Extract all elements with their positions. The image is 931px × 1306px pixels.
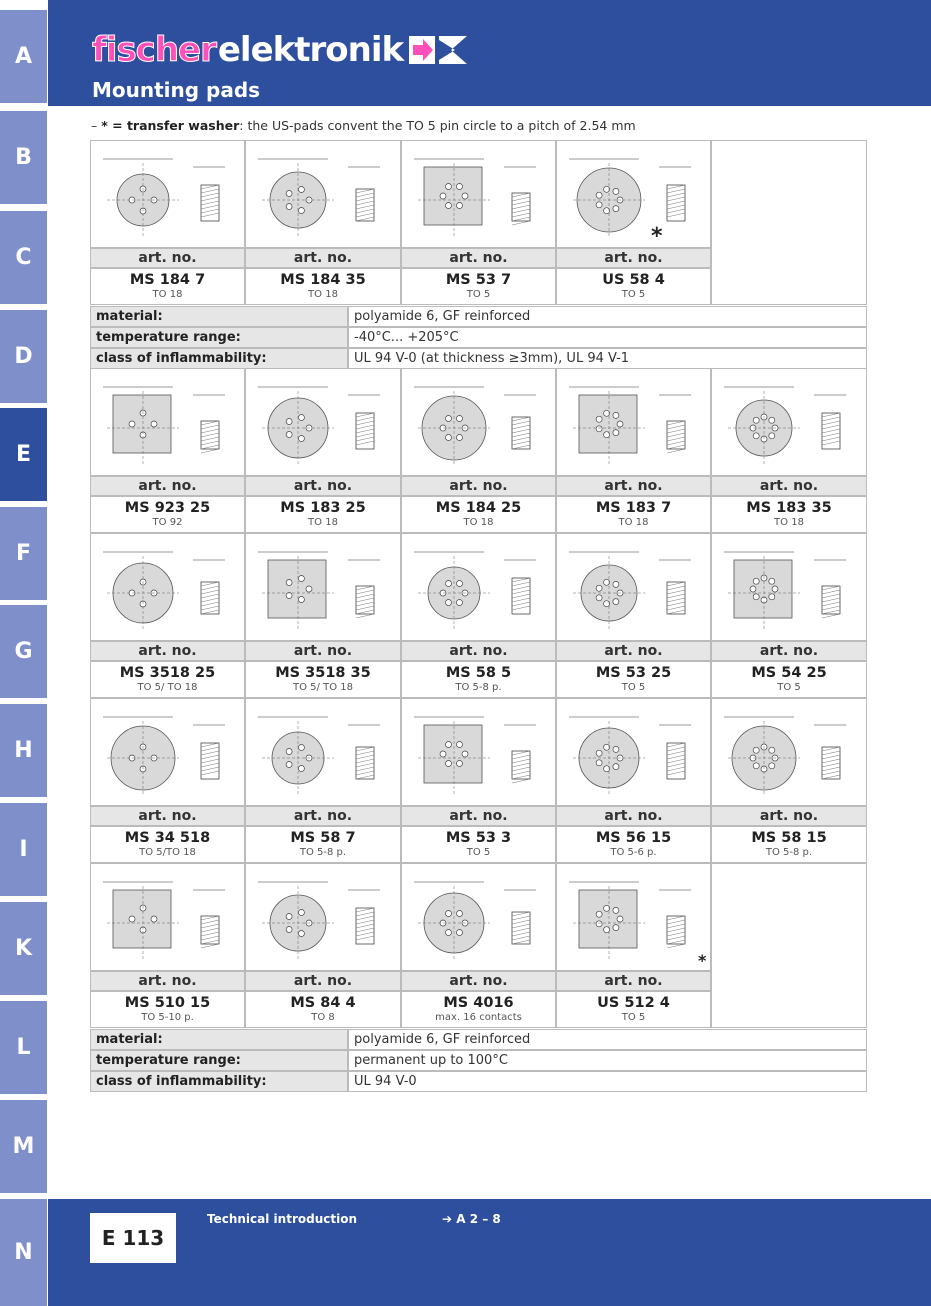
product-number: MS 183 25	[280, 500, 366, 516]
product-number-cell	[245, 826, 401, 863]
product-number: MS 184 25	[435, 500, 522, 516]
technical-drawing-icon	[248, 868, 398, 968]
product-drawing	[245, 140, 401, 248]
product-drawing	[556, 533, 711, 641]
product-number-cell	[90, 991, 245, 1028]
product-number: MS 56 15	[595, 830, 672, 846]
art-no-label: art. no.	[711, 641, 867, 661]
note-prefix: –	[91, 118, 102, 133]
property-key: temperature range:	[90, 1050, 348, 1071]
property-row	[90, 348, 867, 369]
product-number: MS 53 25	[595, 665, 672, 681]
art-no-label: art. no.	[245, 806, 401, 826]
product-number-cell	[90, 661, 245, 698]
art-no-label: art. no.	[556, 641, 711, 661]
product-number: US 512 4	[597, 995, 670, 1011]
property-key: temperature range:	[90, 327, 348, 348]
technical-drawing-icon	[248, 373, 398, 473]
product-number-cell	[401, 991, 556, 1028]
product-drawing	[401, 698, 556, 806]
product-drawing	[711, 533, 867, 641]
property-value: polyamide 6, GF reinforced	[348, 1029, 867, 1050]
product-package: TO 5/ TO 18	[293, 682, 353, 693]
technical-drawing-icon	[404, 703, 554, 803]
sidebar-tab-g[interactable]: G	[0, 605, 47, 698]
product-package: TO 18	[463, 517, 494, 528]
sidebar-tab-i[interactable]: I	[0, 803, 47, 896]
technical-drawing-icon	[93, 703, 243, 803]
product-package: TO 5-6 p.	[610, 847, 657, 858]
property-row	[90, 1050, 867, 1071]
product-package: TO 5/ TO 18	[137, 682, 198, 693]
art-no-label: art. no.	[711, 476, 867, 496]
product-drawing	[245, 698, 401, 806]
product-number: MS 84 4	[290, 995, 356, 1011]
art-no-label: art. no.	[245, 248, 401, 268]
sidebar-tab-h[interactable]: H	[0, 704, 47, 797]
technical-drawing-icon	[559, 373, 709, 473]
product-drawing	[401, 863, 556, 971]
property-value: -40°C... +205°C	[348, 327, 867, 348]
product-number-cell	[556, 496, 711, 533]
product-package: TO 5	[466, 847, 491, 858]
product-number-cell	[90, 826, 245, 863]
product-package: TO 8	[311, 1012, 335, 1023]
property-value: UL 94 V-0 (at thickness ≥3mm), UL 94 V-1	[348, 348, 867, 369]
technical-drawing-icon	[248, 145, 398, 245]
product-number-cell	[401, 496, 556, 533]
sidebar-tab-m[interactable]: M	[0, 1100, 47, 1193]
technical-drawing-icon	[93, 868, 243, 968]
technical-drawing-icon	[714, 703, 864, 803]
product-number-cell	[556, 661, 711, 698]
product-package: TO 5-10 p.	[141, 1012, 194, 1023]
art-no-label: art. no.	[401, 971, 556, 991]
product-drawing	[401, 533, 556, 641]
product-drawing	[556, 863, 711, 971]
sidebar-tab-c[interactable]: C	[0, 211, 47, 304]
page-title: Mounting pads	[92, 78, 261, 102]
product-package: TO 18	[308, 517, 338, 528]
product-drawing	[90, 698, 245, 806]
art-no-label: art. no.	[556, 248, 711, 268]
product-number: MS 34 518	[124, 830, 211, 846]
property-value: permanent up to 100°C	[348, 1050, 867, 1071]
footer-ref: ➔ A 2 – 8	[442, 1212, 501, 1226]
property-row	[90, 1071, 867, 1092]
product-number: MS 58 5	[445, 665, 512, 681]
art-no-label: art. no.	[245, 641, 401, 661]
technical-drawing-icon	[248, 703, 398, 803]
product-number-cell	[556, 991, 711, 1028]
sidebar-tab-a[interactable]: A	[0, 10, 47, 103]
product-number-cell	[556, 826, 711, 863]
product-package: TO 92	[152, 517, 183, 528]
product-drawing	[90, 368, 245, 476]
product-number: MS 58 15	[751, 830, 827, 846]
note-text: : the US-pads convent the TO 5 pin circle to a pitch of 2.54 mm	[239, 118, 636, 133]
product-number-cell	[245, 661, 401, 698]
product-drawing	[90, 140, 245, 248]
art-no-label: art. no.	[90, 476, 245, 496]
product-package: TO 5-8 p.	[765, 847, 813, 858]
product-drawing	[245, 863, 401, 971]
product-package: TO 5	[621, 1012, 646, 1023]
product-number: MS 54 25	[751, 665, 827, 681]
art-no-label: art. no.	[556, 476, 711, 496]
product-package: TO 5	[777, 682, 801, 693]
sidebar-tab-d[interactable]: D	[0, 310, 47, 403]
property-row	[90, 1029, 867, 1050]
property-key: class of inflammability:	[90, 348, 348, 369]
art-no-label: art. no.	[556, 971, 711, 991]
product-drawing	[90, 863, 245, 971]
technical-drawing-icon	[404, 538, 554, 638]
technical-drawing-icon	[559, 538, 709, 638]
empty-cell	[711, 140, 867, 305]
product-number: MS 184 7	[129, 272, 206, 288]
product-number: MS 53 3	[445, 830, 512, 846]
product-number: MS 3518 25	[119, 665, 216, 681]
product-package: TO 5	[621, 682, 646, 693]
sidebar-tab-f[interactable]: F	[0, 507, 47, 600]
product-number: MS 3518 35	[275, 665, 371, 681]
art-no-label: art. no.	[401, 641, 556, 661]
art-no-label: art. no.	[90, 971, 245, 991]
product-package: TO 5/TO 18	[139, 847, 196, 858]
product-package: TO 18	[308, 289, 338, 300]
product-package: TO 5	[466, 289, 491, 300]
product-package: TO 18	[618, 517, 649, 528]
product-drawing	[556, 698, 711, 806]
product-number-cell	[401, 268, 556, 305]
technical-drawing-icon	[559, 868, 709, 968]
product-number-cell	[90, 496, 245, 533]
product-package: TO 18	[152, 289, 183, 300]
product-number-cell	[401, 826, 556, 863]
product-package: TO 5-8 p.	[299, 847, 347, 858]
property-value: UL 94 V-0	[348, 1071, 867, 1092]
technical-drawing-icon	[404, 868, 554, 968]
product-drawing	[401, 368, 556, 476]
sidebar	[0, 0, 48, 1306]
brand-part1: fischer	[92, 30, 216, 70]
product-number: MS 4016	[443, 995, 514, 1011]
property-value: polyamide 6, GF reinforced	[348, 306, 867, 327]
property-key: material:	[90, 306, 348, 327]
product-number-cell	[401, 661, 556, 698]
product-number-cell	[711, 661, 867, 698]
product-number-cell	[245, 268, 401, 305]
page-number: E 113	[90, 1213, 176, 1263]
brand-arrow-icon	[407, 33, 469, 67]
sidebar-tab-k[interactable]: K	[0, 902, 47, 995]
product-package: TO 18	[774, 517, 804, 528]
property-key: material:	[90, 1029, 348, 1050]
art-no-label: art. no.	[90, 641, 245, 661]
technical-drawing-icon	[248, 538, 398, 638]
technical-drawing-icon	[559, 703, 709, 803]
product-drawing	[245, 533, 401, 641]
product-number: MS 183 35	[746, 500, 832, 516]
technical-drawing-icon	[93, 145, 243, 245]
washer-star-icon: *	[698, 951, 707, 970]
product-drawing	[556, 368, 711, 476]
technical-drawing-icon	[93, 538, 243, 638]
art-no-label: art. no.	[401, 806, 556, 826]
technical-drawing-icon	[714, 373, 864, 473]
technical-drawing-icon	[404, 145, 554, 245]
product-number: MS 53 7	[445, 272, 512, 288]
property-row	[90, 306, 867, 327]
washer-star-icon: *	[651, 224, 663, 249]
sidebar-tab-e[interactable]: E	[0, 408, 47, 501]
product-drawing	[556, 140, 711, 248]
art-no-label: art. no.	[90, 248, 245, 268]
property-key: class of inflammability:	[90, 1071, 348, 1092]
brand-logo	[92, 30, 469, 70]
art-no-label: art. no.	[401, 476, 556, 496]
technical-drawing-icon	[714, 538, 864, 638]
product-number: MS 183 7	[595, 500, 672, 516]
product-drawing	[245, 368, 401, 476]
property-row	[90, 327, 867, 348]
technical-drawing-icon	[559, 145, 709, 245]
product-package: max. 16 contacts	[435, 1012, 522, 1023]
technical-drawing-icon	[404, 373, 554, 473]
product-number-cell	[711, 826, 867, 863]
sidebar-tab-b[interactable]: B	[0, 111, 47, 204]
product-number: MS 923 25	[124, 500, 211, 516]
product-package: TO 5-8 p.	[455, 682, 502, 693]
product-package: TO 5	[621, 289, 646, 300]
technical-drawing-icon	[93, 373, 243, 473]
product-number-cell	[245, 991, 401, 1028]
sidebar-tab-l[interactable]: L	[0, 1001, 47, 1094]
product-number: MS 58 7	[290, 830, 356, 846]
footer-link[interactable]: Technical introduction	[207, 1212, 357, 1226]
product-number: MS 510 15	[124, 995, 211, 1011]
sidebar-tab-n[interactable]: N	[0, 1199, 47, 1306]
product-drawing	[90, 533, 245, 641]
product-number: MS 184 35	[280, 272, 366, 288]
product-number: US 58 4	[602, 272, 665, 288]
art-no-label: art. no.	[711, 806, 867, 826]
brand-part2: elektronik	[217, 30, 404, 70]
product-number-cell	[556, 268, 711, 305]
product-drawing	[711, 368, 867, 476]
product-drawing	[711, 698, 867, 806]
art-no-label: art. no.	[245, 476, 401, 496]
art-no-label: art. no.	[401, 248, 556, 268]
art-no-label: art. no.	[245, 971, 401, 991]
empty-cell	[711, 863, 867, 1028]
transfer-washer-note	[91, 118, 636, 133]
product-drawing	[401, 140, 556, 248]
art-no-label: art. no.	[90, 806, 245, 826]
note-star-label: * = transfer washer	[101, 118, 240, 133]
art-no-label: art. no.	[556, 806, 711, 826]
product-number-cell	[711, 496, 867, 533]
product-number-cell	[245, 496, 401, 533]
product-number-cell	[90, 268, 245, 305]
